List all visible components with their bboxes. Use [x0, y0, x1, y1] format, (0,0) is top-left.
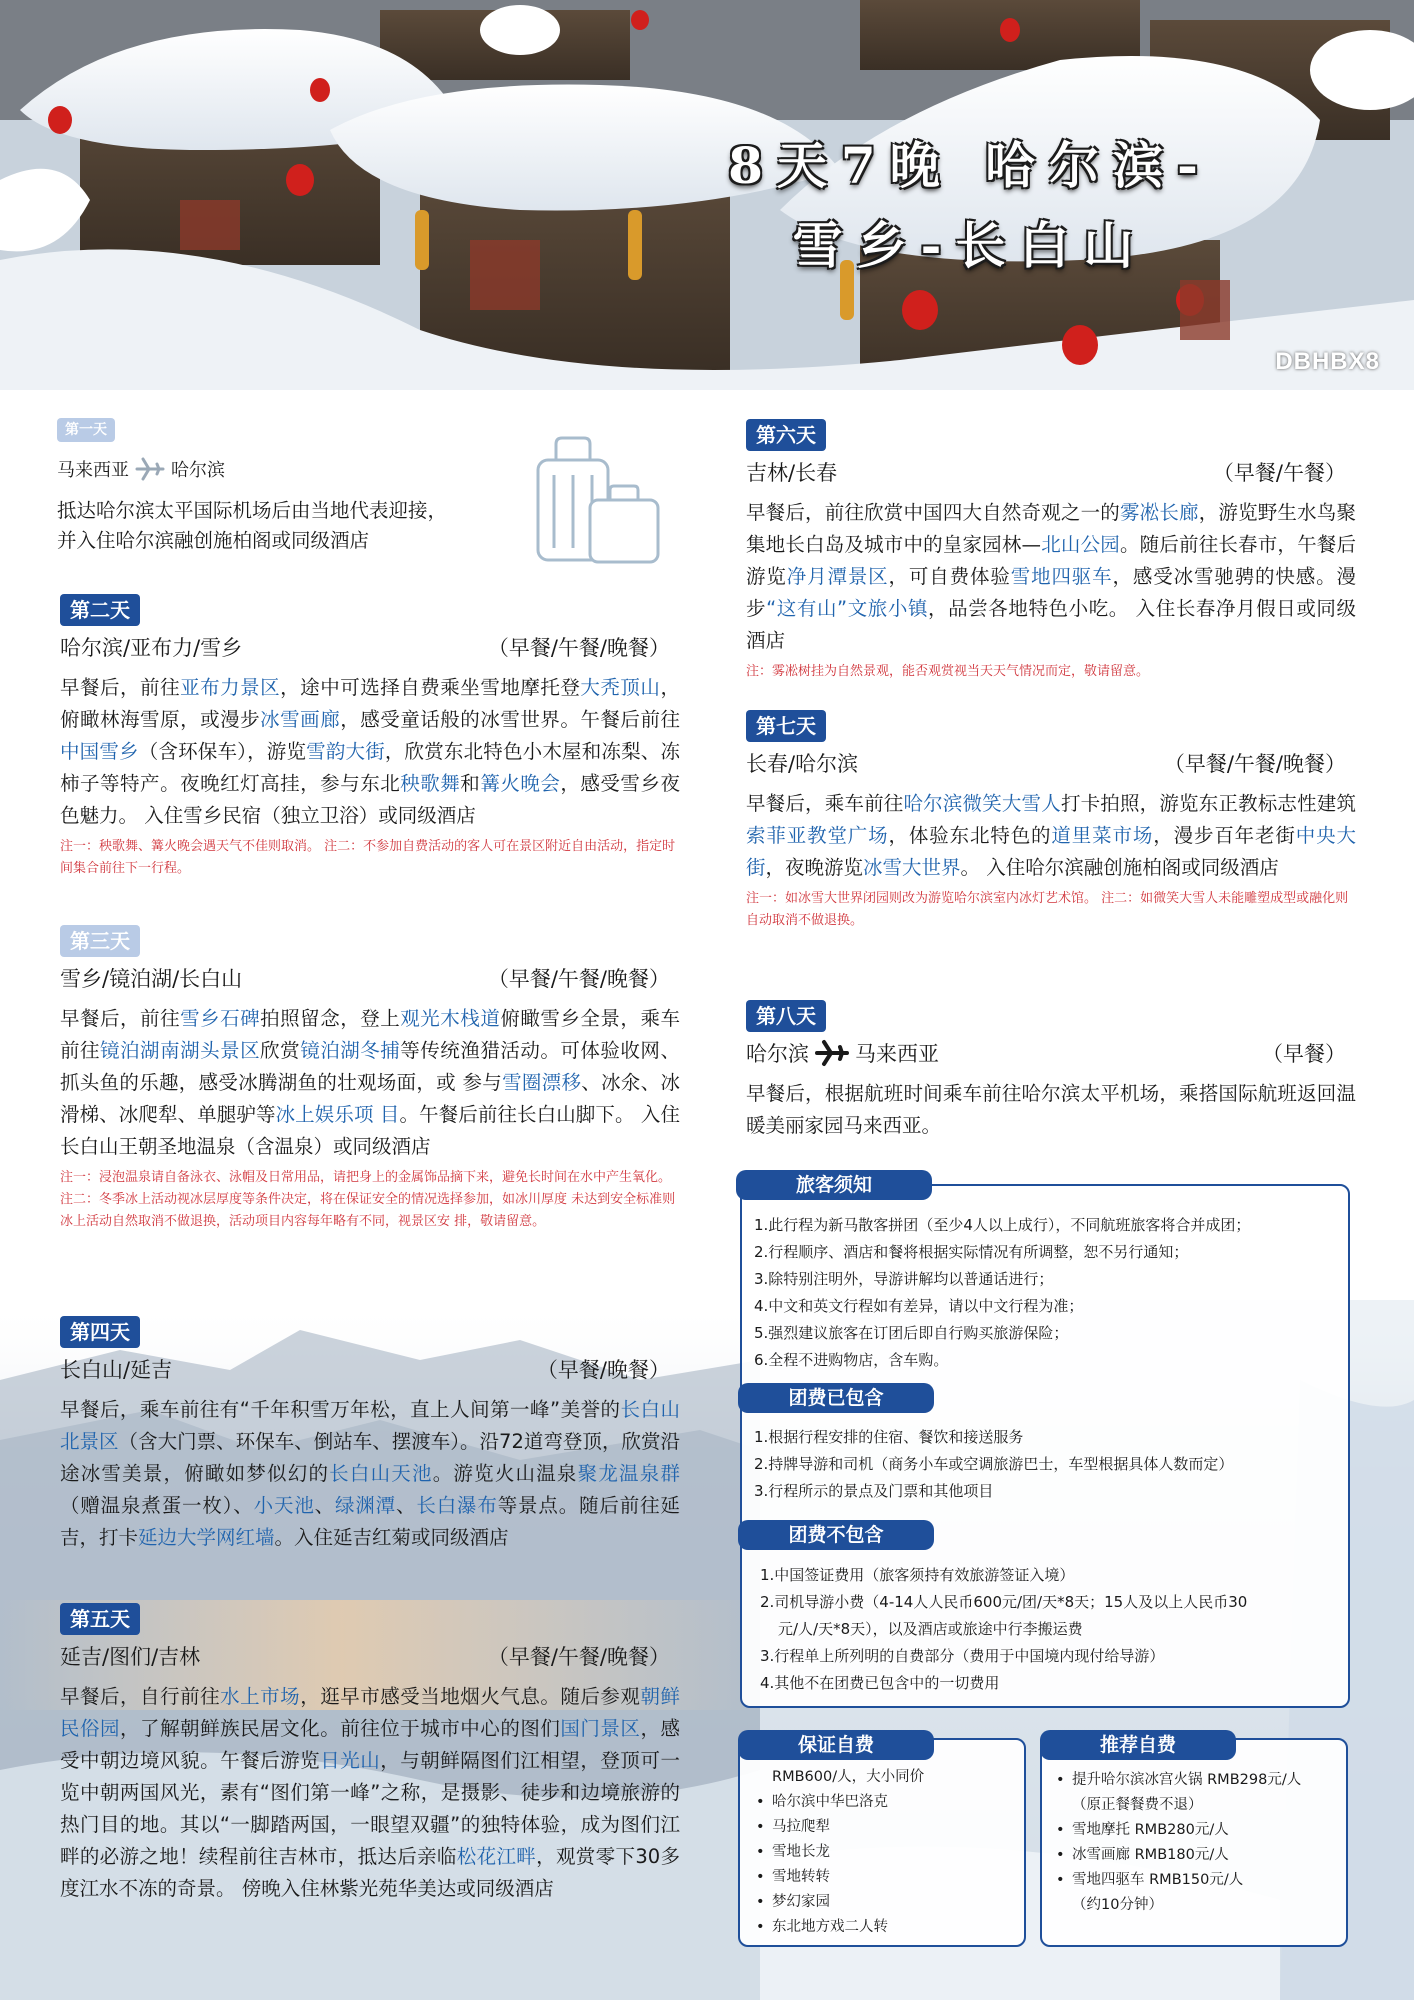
day6-note: 注：雾凇树挂为自然景观，能否观赏视当天天气情况而定，敬请留意。 [746, 664, 1150, 679]
notice-item: 5.强烈建议旅客在订团后即自行购买旅游保险； [754, 1324, 1069, 1342]
text-segment: ，与朝鲜隔图们江相望，登顶可一览中朝两国风光，素有“图们第一峰”之称，是摄影、徒步和边境旅游的热门目的地。其以“一脚踏两国，一眼望双疆”的独特体验，成为图们江畔的必游之地！续程前往吉林市，抵达后亲临 [60, 1749, 680, 1868]
day6-badge: 第六天 [746, 419, 826, 451]
highlight-place: 镜泊湖冬捕 [300, 1039, 401, 1062]
text-segment: ，途中可选择自费乘坐雪地摩托登 [280, 676, 581, 699]
highlight-place: 净月潭景区 [786, 565, 889, 588]
text-segment: 早餐后，自行前往 [60, 1685, 221, 1708]
text-segment: ，感受童话般的冰雪世界。午餐后前往 [340, 708, 680, 731]
highlight-place: 冰雪大世界 [863, 856, 961, 879]
highlight-place: 长白瀑布 [416, 1494, 498, 1517]
day4-route-text: 长白山/延吉 [60, 1358, 173, 1382]
recommended-item [1052, 1818, 1342, 1843]
day7-badge: 第七天 [746, 710, 826, 742]
text-segment: ，感受冰雪驰骋的快感。漫步 [746, 565, 1356, 620]
plane-icon [135, 457, 165, 481]
highlight-place: 长白山北景区 [60, 1398, 680, 1453]
highlight-place: 雪韵大街 [306, 740, 385, 763]
day7-meals: （早餐/午餐/晚餐） [1163, 752, 1346, 776]
day8-route [746, 1038, 1356, 1068]
day5-meals: （早餐/午餐/晚餐） [487, 1645, 670, 1669]
text-segment: ，夜晚游览 [765, 856, 864, 879]
highlight-place: 大秃顶山 [580, 676, 661, 699]
guaranteed-item: • 东北地方戏二人转 [752, 1915, 1017, 1940]
text-segment: 早餐后，前往欣赏中国四大自然奇观之一的 [746, 501, 1120, 524]
text-segment: （含环保车），游览 [138, 740, 307, 763]
hero-title [640, 126, 1300, 286]
recommended-item [1052, 1843, 1342, 1868]
text-segment: ，可自费体验 [888, 565, 1011, 588]
guaranteed-price: RMB600/人，大小同价 [772, 1769, 925, 1785]
day6-route [746, 457, 1356, 487]
day3-meals: （早餐/午餐/晚餐） [487, 967, 670, 991]
day2-text [60, 672, 680, 832]
text-segment: 等景点。随后前往延吉，打卡 [60, 1494, 680, 1549]
day2-note: 注一：秧歌舞、篝火晚会遇天气不佳则取消。 注二：不参加自费活动的客人可在景区附近自由活动，指定时间集合前往下一行程。 [60, 839, 676, 876]
day8-badge: 第八天 [746, 1000, 826, 1032]
recommended-item [1052, 1868, 1342, 1918]
excluded-list [760, 1562, 1335, 1697]
highlight-place: 雪地四驱车 [1010, 565, 1113, 588]
day3-badge: 第三天 [60, 925, 140, 957]
plane-icon [815, 1039, 849, 1067]
highlight-place: 国门景区 [560, 1717, 641, 1740]
recommended-item [1052, 1768, 1342, 1818]
text-segment: 。入住延吉红菊或同级酒店 [274, 1526, 509, 1549]
text-segment: ，漫步百年老街 [1153, 824, 1296, 847]
guaranteed-tab: 保证自费 [738, 1730, 934, 1760]
day3-note: 注一：浸泡温泉请自备泳衣、泳帽及日常用品，请把身上的金属饰品摘下来，避免长时间在水中产生氧化。 注二：冬季冰上活动视冰层厚度等条件决定，将在保证安全的情况选择参加，如冰川厚度 未达到安全标准则冰上活动自然取消不做退换，活动项目内容每年略有不同，视景区安 排，敬请留意。 [60, 1170, 676, 1229]
day2-meals: （早餐/午餐/晚餐） [487, 636, 670, 660]
recommended-item-name: • 冰雪画廊 RMB180元/人 [1072, 1847, 1229, 1863]
text-segment: 、 [396, 1494, 417, 1517]
day6-meals: （早餐/午餐） [1212, 461, 1346, 485]
text-segment: ，感受雪乡夜色魅力。 入住雪乡民宿（独立卫浴）或同级酒店 [60, 772, 680, 827]
highlight-place: 松花江畔 [456, 1845, 537, 1868]
highlight-place: 水上市场 [220, 1685, 301, 1708]
highlight-place: 小天池 [253, 1494, 315, 1517]
day7-text [746, 788, 1356, 884]
highlight-place: 亚布力景区 [180, 676, 281, 699]
day5-route [60, 1641, 680, 1671]
text-segment: ，观赏零下30多度江水不冻的奇景。 傍晚入住林紫光苑华美达或同级酒店 [60, 1845, 680, 1900]
day3-text [60, 1003, 680, 1163]
excluded-item: 2.司机导游小费（4-14人人民币600元/团/天*8天；15人及以上人民币30 [760, 1593, 1248, 1611]
day4-meals: （早餐/晚餐） [536, 1358, 670, 1382]
day8-to: 马来西亚 [855, 1042, 939, 1066]
included-item: 2.持牌导游和司机（商务小车或空调旅游巴士，车型根据具体人数而定） [754, 1455, 1234, 1473]
highlight-place: 篝火晚会 [480, 772, 561, 795]
day1-from: 马来西亚 [57, 460, 129, 481]
day1-text-line2: 并入住哈尔滨融创施柏阁或同级酒店 [57, 529, 370, 552]
highlight-place: 镜泊湖南湖头景区 [100, 1039, 261, 1062]
notice-list [754, 1212, 1334, 1374]
highlight-place: 雪乡石碑 [180, 1007, 261, 1030]
text-segment: 和 [460, 772, 481, 795]
highlight-place: 雾凇长廊 [1119, 501, 1199, 524]
recommended-item-name: • 雪地摩托 RMB280元/人 [1072, 1822, 1229, 1838]
text-segment: ，体验东北特色的 [888, 824, 1052, 847]
notice-item: 6.全程不进购物店，含车购。 [754, 1351, 949, 1369]
excluded-item: 元/人/天*8天），以及酒店或旅途中行李搬运费 [778, 1620, 1083, 1638]
highlight-place: 朝鲜民俗园 [60, 1685, 680, 1740]
recommended-item-note: （约10分钟） [1072, 1897, 1163, 1913]
text-segment: 俯瞰雪乡全景，乘车前往 [60, 1007, 680, 1062]
day1-text-line1: 抵达哈尔滨太平国际机场后由当地代表迎接， [57, 499, 448, 522]
day3-section [60, 925, 680, 1233]
day8-text: 早餐后，根据航班时间乘车前往哈尔滨太平机场，乘搭国际航班返回温暖美丽家园马来西亚。 [746, 1082, 1356, 1137]
day2-badge: 第二天 [60, 594, 140, 626]
day5-text [60, 1681, 680, 1905]
text-segment: 早餐后，乘车前往有“千年积雪万年松，直上人间第一峰”美誉的 [60, 1398, 621, 1421]
day6-text [746, 497, 1356, 657]
day6-route-text: 吉林/长春 [746, 461, 838, 485]
text-segment: 早餐后，前往 [60, 676, 181, 699]
day2-route-text: 哈尔滨/亚布力/雪乡 [60, 636, 243, 660]
day4-route [60, 1354, 680, 1384]
day7-section [746, 710, 1356, 932]
day8-section [746, 1000, 1356, 1142]
text-segment: ，了解朝鲜族民居文化。前往位于城市中心的图们 [120, 1717, 561, 1740]
day7-route [746, 748, 1356, 778]
tour-code: DBHBX8 [1275, 348, 1380, 375]
highlight-place: 哈尔滨微笑大雪人 [903, 792, 1061, 815]
text-segment: （赠温泉煮蛋一枚）、 [60, 1494, 254, 1517]
included-item: 1.根据行程安排的住宿、餐饮和接送服务 [754, 1428, 1024, 1446]
guaranteed-item: • 雪地转转 [752, 1865, 1017, 1890]
day6-section [746, 419, 1356, 683]
notice-item: 2.行程顺序、酒店和餐将根据实际情况有所调整，恕不另行通知； [754, 1243, 1189, 1261]
text-segment: ，逛早市感受当地烟火气息。随后参观 [300, 1685, 641, 1708]
day5-route-text: 延吉/图们/吉林 [60, 1645, 201, 1669]
text-segment: 早餐后，前往 [60, 1007, 181, 1030]
day8-meals: （早餐） [1262, 1042, 1346, 1066]
notice-item: 4.中文和英文行程如有差异，请以中文行程为准； [754, 1297, 1084, 1315]
text-segment: ，欣赏东北特色小木屋和冻梨、冻柿子等特产。夜晚红灯高挂，参与东北 [60, 740, 680, 795]
guaranteed-item: • 雪地长龙 [752, 1840, 1017, 1865]
text-segment: （含大门票、环保车、倒站车、摆渡车）。沿72道弯登顶，欣赏沿途冰雪美景，俯瞰如梦似幻的 [60, 1430, 680, 1485]
day2-route [60, 632, 680, 662]
text-segment: ，品尝各地特色小吃。 入住长春净月假日或同级酒店 [746, 597, 1356, 652]
recommended-item-name: • 雪地四驱车 RMB150元/人 [1072, 1872, 1244, 1888]
highlight-place: 冰雪画廊 [260, 708, 341, 731]
included-item: 3.行程所示的景点及门票和其他项目 [754, 1482, 994, 1500]
highlight-place: 延边大学网红墙 [138, 1526, 275, 1549]
hero-banner [0, 0, 1414, 390]
notice-tab: 旅客须知 [736, 1170, 932, 1200]
hero-title-line1: 8天7晚 哈尔滨- [728, 136, 1212, 195]
text-segment: 、 [314, 1494, 335, 1517]
recommended-list [1052, 1768, 1342, 1918]
text-segment: 。随后前往长春市，午餐后游览 [746, 533, 1356, 588]
text-segment: 等传统渔猎活动。可体验收网、抓头鱼的乐趣，感受冰腾湖鱼的壮观场面，或 参与 [60, 1039, 680, 1094]
day4-section [60, 1316, 680, 1554]
day7-route-text: 长春/哈尔滨 [746, 752, 859, 776]
highlight-place: 雪圈漂移 [502, 1071, 582, 1094]
included-tab: 团费已包含 [738, 1383, 934, 1413]
highlight-place: 索菲亚教堂广场 [746, 824, 889, 847]
highlight-place: 观光木栈道 [400, 1007, 501, 1030]
excluded-item: 1.中国签证费用（旅客须持有效旅游签证入境） [760, 1566, 1075, 1584]
text-segment: 。午餐后前往长白山脚下。 入住长白山王朝圣地温泉（含温泉）或同级酒店 [60, 1103, 680, 1158]
day5-badge: 第五天 [60, 1603, 140, 1635]
text-segment: ，感受中朝边境风貌。午餐后游览 [60, 1717, 680, 1772]
recommended-item-name: • 提升哈尔滨冰宫火锅 RMB298元/人 [1072, 1772, 1302, 1788]
recommended-tab: 推荐自费 [1040, 1730, 1236, 1760]
excluded-item: 3.行程单上所列明的自费部分（费用于中国境内现付给导游） [760, 1647, 1165, 1665]
day1-to: 哈尔滨 [171, 460, 225, 481]
notice-item: 3.除特别注明外，导游讲解均以普通话进行； [754, 1270, 1054, 1288]
highlight-place: 日光山 [320, 1749, 381, 1772]
highlight-place: 中央大街 [746, 824, 1356, 879]
day2-section [60, 594, 680, 880]
highlight-place: 北山公园 [1041, 533, 1120, 556]
highlight-place: 道里菜市场 [1051, 824, 1154, 847]
included-list [754, 1424, 1334, 1505]
highlight-place: 冰上娱乐项 目 [275, 1103, 400, 1126]
day5-section [60, 1603, 680, 1905]
text-segment: 。游览火山温泉 [432, 1462, 578, 1485]
day1-badge: 第一天 [57, 418, 115, 442]
text-segment: 拍照留念，登上 [260, 1007, 401, 1030]
day4-text [60, 1394, 680, 1554]
excluded-tab: 团费不包含 [738, 1520, 934, 1550]
highlight-place: 中国雪乡 [60, 740, 139, 763]
day8-from: 哈尔滨 [746, 1042, 809, 1066]
highlight-place: 长白山天池 [329, 1462, 433, 1485]
excluded-item: 4.其他不在团费已包含中的一切费用 [760, 1674, 1000, 1692]
highlight-place: 绿渊潭 [335, 1494, 397, 1517]
guaranteed-item: • 马拉爬犁 [752, 1815, 1017, 1840]
guaranteed-item: • 哈尔滨中华巴洛克 [752, 1790, 1017, 1815]
text-segment: 欣赏 [260, 1039, 301, 1062]
luggage-icon [528, 430, 668, 570]
text-segment: 、冰氽、冰滑梯、冰爬犁、单腿驴等 [60, 1071, 680, 1126]
highlight-place: 聚龙温泉群 [577, 1462, 680, 1485]
text-segment: ，游览野生水鸟聚集地长白岛及城市中的皇家园林— [746, 501, 1356, 556]
day7-note: 注一：如冰雪大世界闭园则改为游览哈尔滨室内冰灯艺术馆。 注二：如微笑大雪人未能雕塑成型或融化则自动取消不做退换。 [746, 891, 1349, 928]
day3-route [60, 963, 680, 993]
text-segment: 打卡拍照，游览东正教标志性建筑 [1060, 792, 1356, 815]
text-segment: ，俯瞰林海雪原，或漫步 [60, 676, 680, 731]
text-segment: 早餐后，乘车前往 [746, 792, 904, 815]
highlight-place: 秧歌舞 [400, 772, 461, 795]
guaranteed-item: • 梦幻家园 [752, 1890, 1017, 1915]
highlight-place: “这有山”文旅小镇 [766, 597, 929, 620]
recommended-item-note: （原正餐餐费不退） [1072, 1797, 1203, 1813]
hero-title-line2: 雪乡-长白山 [792, 216, 1148, 275]
notice-item: 1.此行程为新马散客拼团（至少4人以上成行），不同航班旅客将合并成团； [754, 1216, 1251, 1234]
day4-badge: 第四天 [60, 1316, 140, 1348]
guaranteed-list [752, 1765, 1017, 1940]
day3-route-text: 雪乡/镜泊湖/长白山 [60, 967, 243, 991]
text-segment: 。 入住哈尔滨融创施柏阁或同级酒店 [960, 856, 1279, 879]
